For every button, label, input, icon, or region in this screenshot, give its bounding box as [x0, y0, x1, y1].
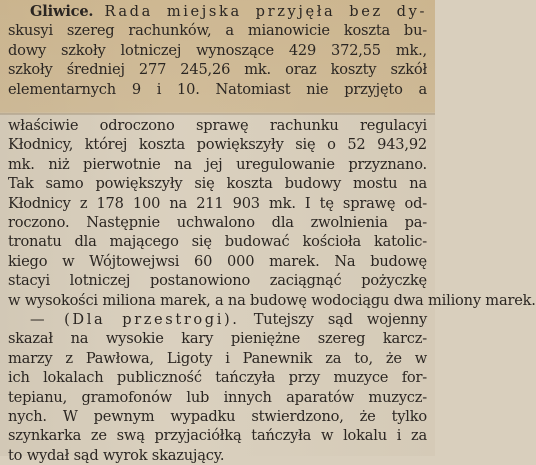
text-line: Gliwice. Rada miejska przyjęła bez dy- — [30, 3, 427, 20]
text-line: Kłodnicy z 178 100 na 211 903 mk. I tę sprawę od- — [8, 194, 427, 212]
text-line: to wydał sąd wyrok skazujący. — [8, 446, 225, 464]
text-line: roczono. Następnie uchwalono dla zwolnienia pa- — [8, 213, 427, 231]
paper-fold-line — [0, 113, 435, 115]
paragraph-klodnica-regulation — [8, 116, 536, 310]
text-line: tepianu, gramofonów lub innych aparatów muzycz- — [8, 388, 427, 406]
section-heading: — (Dla przestrogi). — [30, 311, 240, 328]
text-line: marzy z Pawłowa, Ligoty i Panewnik za to, że w — [8, 349, 427, 367]
text-line: — (Dla przestrogi). Tutejszy sąd wojenny — [30, 311, 428, 328]
text-line: tronatu dla mającego się budować kościoła katolic- — [8, 233, 427, 251]
text-line: mk. niż pierwotnie na jej uregulowanie przyznano. — [8, 155, 427, 173]
text-line: elementarnych 9 i 10. Natomiast nie przyjęto a — [8, 80, 427, 98]
text-line: szkoły średniej 277 245,26 mk. oraz koszty szkół — [8, 61, 427, 79]
text-line: Tak samo powiększyły się koszta budowy mostu na — [8, 175, 427, 193]
text-line: stacyi lotniczej postanowiono zaciągnąć pożyczkę — [8, 272, 427, 290]
text-line: skazał na wysokie kary pieniężne szereg karcz- — [8, 330, 427, 348]
place-heading: Gliwice. — [30, 3, 94, 20]
text-line: Kłodnicy, której koszta powiększyły się o 52 943,92 — [8, 136, 427, 154]
text-line: nych. W pewnym wypadku stwierdzono, że tylko — [8, 407, 427, 425]
text-line: kiego w Wójtowejwsi 60 000 marek. Na budowę — [8, 252, 427, 270]
text-line: w wysokości miliona marek, a na budowę wodociągu dwa miliony marek. — [8, 291, 536, 309]
paragraph-gliwice-council — [8, 2, 427, 99]
text-line: szynkarka ze swą przyjaciółką tańczyła w lokalu i za — [8, 427, 427, 445]
text-line: skusyi szereg rachunków, a mianowicie koszta bu- — [8, 22, 427, 40]
paragraph-military-court — [8, 310, 427, 465]
text-line: dowy szkoły lotniczej wynoszące 429 372,55 mk., — [8, 41, 427, 59]
text-line: właściwie odroczono sprawę rachunku regulacyi — [8, 117, 427, 134]
text-line: ich lokalach publiczność tańczyła przy muzyce for- — [8, 369, 427, 387]
